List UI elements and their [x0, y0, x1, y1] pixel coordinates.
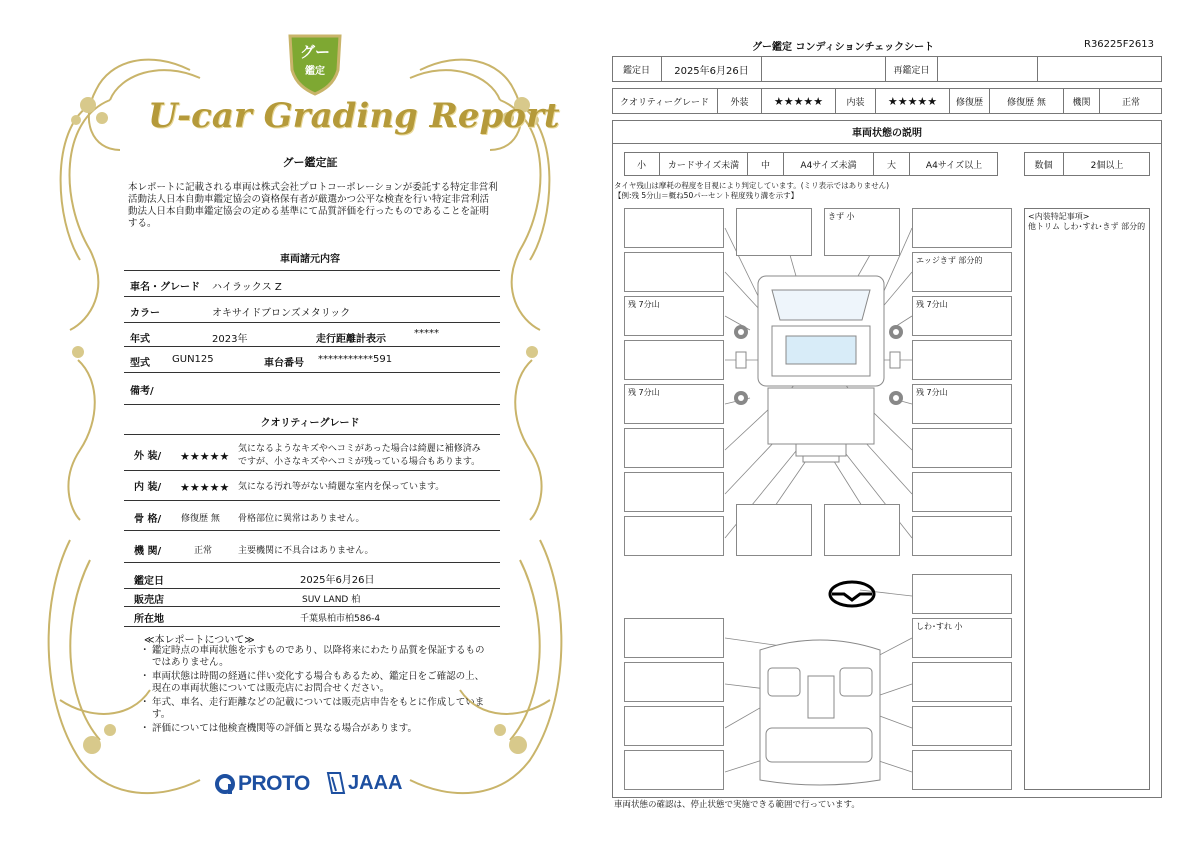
legend-small-desc: カードサイズ未満	[660, 152, 748, 176]
year-value: 2023年	[212, 334, 248, 345]
note-item: ・ 車両状態は時間の経過に伴い変化する場合もあるため、鑑定日をご確認の上、現在の車両状態については販売店にお問合せください。	[140, 671, 485, 694]
panel-box	[912, 428, 1012, 468]
sheet-title: グー鑑定 コンディションチェックシート	[752, 42, 935, 53]
divider	[124, 626, 500, 627]
top-scratch-label: きず 小	[828, 212, 855, 221]
divider	[124, 346, 500, 347]
divider	[124, 404, 500, 405]
edge-scratch-label: エッジきず 部分的	[916, 256, 983, 265]
remarks-label: 備考/	[130, 386, 154, 397]
panel-box	[912, 516, 1012, 556]
goo-kantei-emblem	[284, 30, 346, 96]
inspection-date-value: 2025年6月26日	[300, 575, 375, 586]
panel-box	[624, 706, 724, 746]
year-label: 年式	[130, 334, 150, 345]
exterior-stars: ★★★★★	[180, 450, 230, 463]
interior-notes-box	[1024, 208, 1150, 790]
exterior-label: 外 装/	[134, 451, 162, 462]
location-label: 所在地	[134, 614, 164, 625]
panel-box	[912, 574, 1012, 614]
exterior-label: 外装	[718, 88, 762, 114]
sheet-id: R36225F2613	[1084, 39, 1154, 50]
divider	[124, 530, 500, 531]
divider	[124, 606, 500, 607]
mileage-value: *****	[414, 328, 439, 339]
legend-count-desc: 2個以上	[1090, 160, 1124, 171]
divider	[124, 500, 500, 501]
panel-box	[912, 208, 1012, 248]
frame-label: 骨 格/	[134, 514, 162, 525]
exterior-desc-line1: 気になるようなキズやヘコミがあった場合は綺麗に補修済み	[238, 444, 481, 454]
tire-example-note: 【例:残 5分山＝概ね50パーセント程度残り溝を示す】	[614, 191, 799, 200]
repair-value: 修復歴 無	[990, 88, 1064, 114]
divider	[124, 470, 500, 471]
engine-desc: 主要機関に不具合はありません。	[238, 546, 374, 556]
panel-box	[624, 662, 724, 702]
note-item: ・ 鑑定時点の車両状態を示すものであり、以降将来にわたり品質を保証するものではありません。	[140, 645, 485, 668]
panel-box	[912, 472, 1012, 512]
panel-box	[824, 504, 900, 556]
certificate-body: 本レポートに記載される車両は株式会社プロトコーポレーションが委託する特定非営利活動法人日本自動車鑑定協会の資格保有者が厳選かつ公平な検査を行い特定非営利活動法人日本自動車鑑定協会の定める基準にて品質評価を行ったものであることを証明する。	[128, 182, 498, 229]
repair-label: 修復歴	[950, 88, 990, 114]
legend-count: 数個	[1024, 152, 1064, 176]
car-name-value: ハイラックス Z	[212, 282, 282, 293]
wrinkle-label: しわ･すれ 小	[916, 622, 963, 631]
dealer-label: 販売店	[134, 595, 164, 606]
location-value: 千葉県柏市柏586-4	[300, 614, 381, 624]
model-value: GUN125	[172, 354, 214, 365]
panel-box	[912, 340, 1012, 380]
svg-text:グー: グー	[299, 43, 331, 61]
panel-box	[912, 662, 1012, 702]
model-label: 型式	[130, 358, 150, 369]
divider	[124, 588, 500, 589]
condition-title: 車両状態の説明	[612, 120, 1162, 144]
jaaa-logo: JAAA	[348, 772, 403, 794]
engine-label: 機関	[1064, 88, 1100, 114]
condition-check-sheet	[600, 0, 1200, 848]
proto-logo-icon	[214, 773, 236, 795]
spec-section-title: 車両諸元内容	[280, 254, 340, 265]
jaaa-logo-icon	[326, 771, 346, 795]
panel-box	[624, 618, 724, 658]
legend-medium: 中	[748, 152, 784, 176]
certificate-title: グー鑑定証	[282, 156, 338, 169]
tire-front-left-label: 残 7分山	[628, 300, 660, 309]
panel-box	[624, 428, 724, 468]
date-label: 鑑定日	[612, 56, 662, 82]
interior-label: 内装	[836, 88, 876, 114]
divider	[124, 296, 500, 297]
engine-value: 正常	[194, 546, 213, 556]
panel-box	[624, 750, 724, 790]
footer-note: 車両状態の確認は、停止状態で実施できる範囲で行っています。	[614, 800, 860, 810]
dealer-value: SUV LAND 柏	[302, 595, 361, 605]
divider	[124, 372, 500, 373]
grade-label: クオリティーグレード	[612, 88, 718, 114]
engine-value: 正常	[1121, 97, 1140, 108]
exterior-desc-line2: ですが、小さなキズやヘコミが残っている場合もあります。	[238, 457, 481, 467]
divider	[124, 322, 500, 323]
legend-large: 大	[874, 152, 910, 176]
interior-stars: ★★★★★	[876, 88, 950, 114]
legend-medium-desc: A4サイズ未満	[784, 152, 874, 176]
legend-large-desc: A4サイズ以上	[925, 160, 983, 171]
tire-rear-right-label: 残 7分山	[916, 388, 948, 397]
car-name-label: 車名・グレード	[130, 282, 200, 293]
panel-box	[736, 208, 812, 256]
svg-text:鑑定: 鑑定	[305, 66, 325, 77]
interior-desc: 気になる汚れ等がない綺麗な室内を保っています。	[238, 482, 445, 492]
legend-small: 小	[624, 152, 660, 176]
note-item: ・ 年式、車名、走行距離などの記載については販売店申告をもとに作成しています。	[140, 697, 485, 720]
note-item: ・ 評価については他検査機関等の評価と異なる場合があります。	[140, 723, 418, 734]
mileage-label: 走行距離計表示	[316, 334, 386, 345]
divider	[124, 434, 500, 435]
interior-notes-text: 他トリム しわ･すれ･きず 部分的	[1028, 222, 1146, 231]
frame-desc: 骨格部位に異常はありません。	[238, 514, 365, 524]
panel-box	[912, 706, 1012, 746]
exterior-stars: ★★★★★	[762, 88, 836, 114]
tire-front-right-label: 残 7分山	[916, 300, 948, 309]
panel-box	[624, 208, 724, 248]
panel-box	[624, 472, 724, 512]
tire-note: タイヤ残山は摩耗の程度を目視により判定しています。(ミリ表示ではありません)	[614, 181, 890, 190]
report-title: U-car Grading Report	[148, 96, 560, 136]
divider	[124, 562, 500, 563]
interior-stars: ★★★★★	[180, 481, 230, 494]
grade-section-title: クオリティーグレード	[260, 418, 360, 429]
panel-box	[624, 252, 724, 292]
panel-box	[624, 340, 724, 380]
panel-box	[912, 750, 1012, 790]
panel-box	[624, 516, 724, 556]
date-value: 2025年6月26日	[662, 56, 762, 82]
notes-title: ≪本レポートについて≫	[144, 635, 255, 646]
proto-logo: PROTO	[238, 772, 310, 795]
chassis-label: 車台番号	[264, 358, 304, 369]
tire-rear-left-label: 残 7分山	[628, 388, 660, 397]
interior-notes-title: <内装特記事項>	[1028, 212, 1090, 221]
panel-box	[736, 504, 812, 556]
frame-value: 修復歴 無	[181, 514, 220, 524]
chassis-value: ***********591	[318, 354, 393, 365]
divider	[124, 270, 500, 271]
color-label: カラー	[130, 308, 160, 319]
redate-label: 再鑑定日	[886, 56, 938, 82]
engine-label: 機 関/	[134, 546, 162, 557]
interior-label: 内 装/	[134, 482, 162, 493]
color-value: オキサイドブロンズメタリック	[212, 308, 351, 319]
inspection-date-label: 鑑定日	[134, 576, 164, 587]
